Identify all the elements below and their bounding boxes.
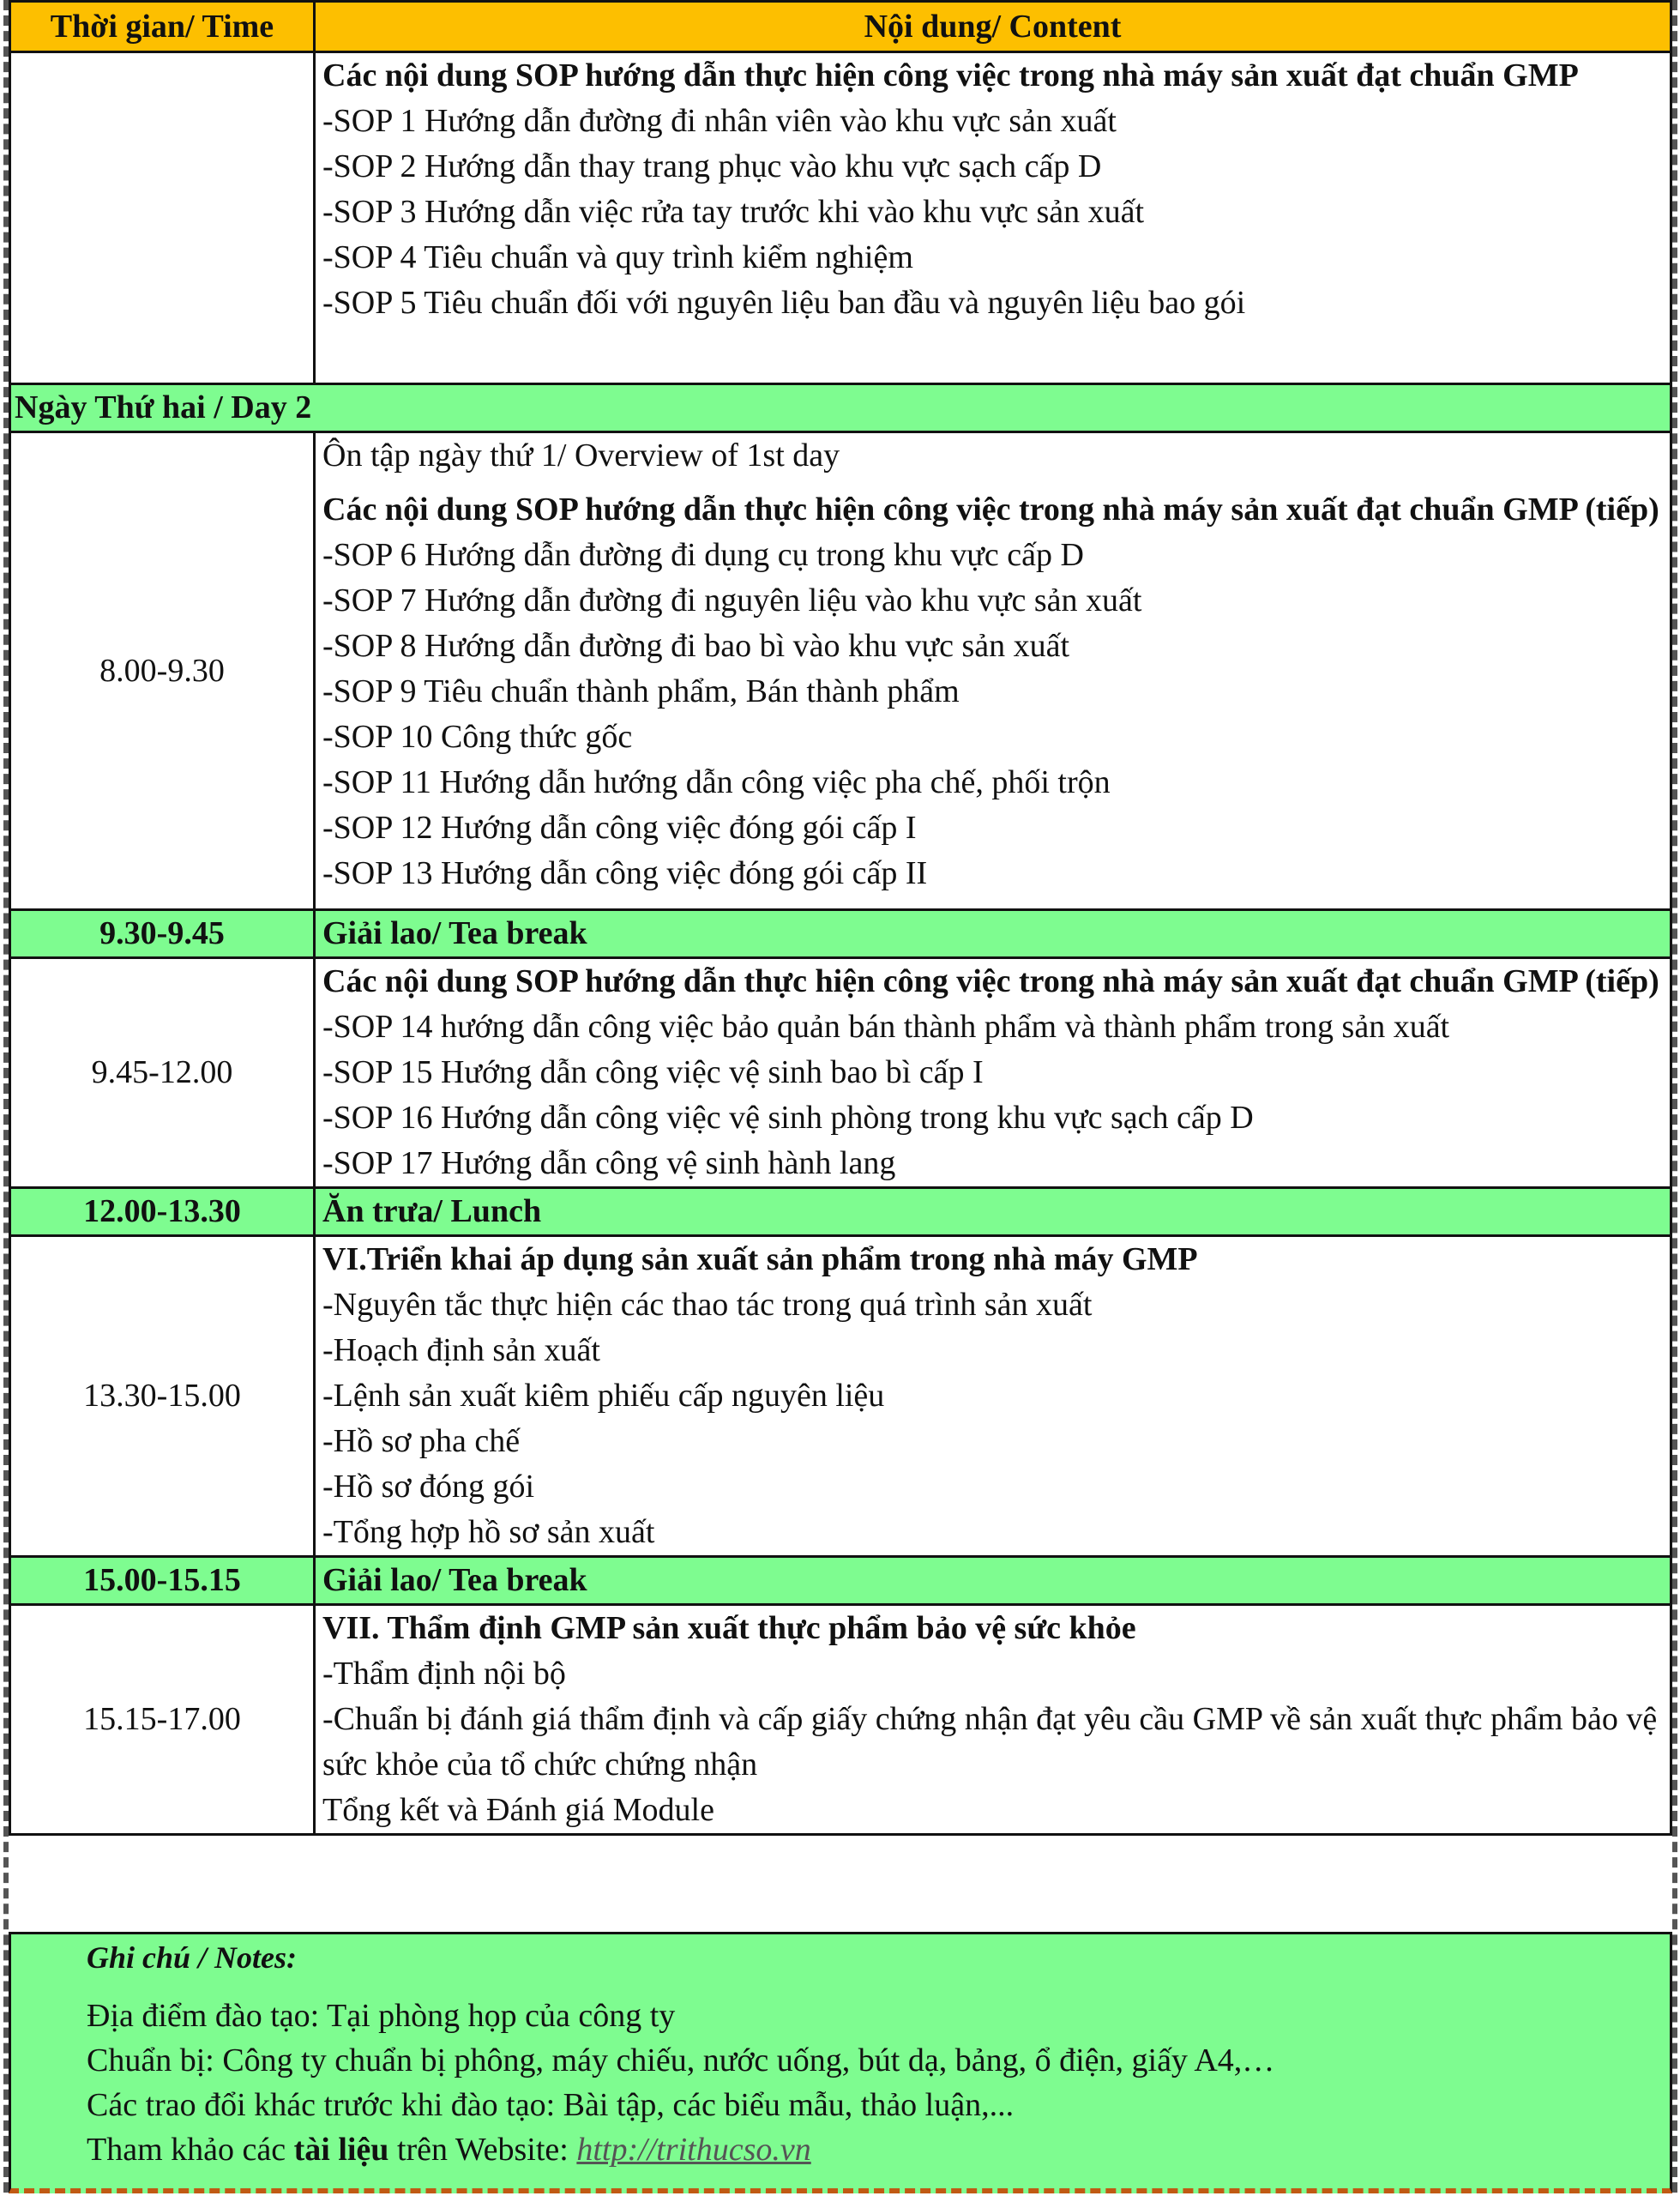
list-item: -Chuẩn bị đánh giá thẩm định và cấp giấy chứng nhận đạt yêu cầu GMP về sản xuất thực phẩm bảo vệ sức khỏe của tổ chức chứng nhận <box>322 1701 1658 1783</box>
list-item: -SOP 11 Hướng dẫn hướng dẫn công việc pha chế, phối trộn <box>322 764 1111 800</box>
table-row <box>10 958 1671 1188</box>
time-cell: 15.15-17.00 <box>10 1605 315 1835</box>
notes-ref-prefix: Tham khảo các <box>87 2132 294 2168</box>
time-cell-empty <box>10 52 315 384</box>
notes-prepare: Chuẩn bị: Công ty chuẩn bị phông, máy chiếu, nước uống, bút dạ, bảng, ổ điện, giấy A4,… <box>87 2042 1275 2078</box>
notes-box <box>9 1932 1672 2193</box>
notes-ref-mid: trên Website: <box>388 2132 577 2168</box>
day-row <box>10 384 1671 432</box>
content-cell <box>315 958 1671 1188</box>
content-cell <box>315 1236 1671 1557</box>
table-header <box>10 2 1671 52</box>
list-item: -Hồ sơ đóng gói <box>322 1469 535 1505</box>
notes-reference <box>87 2128 811 2171</box>
time-cell: 9.45-12.00 <box>10 958 315 1188</box>
list-item: -SOP 5 Tiêu chuẩn đối với nguyên liệu ban đầu và nguyên liệu bao gói <box>322 285 1246 321</box>
list-item: -Hồ sơ pha chế <box>322 1423 521 1459</box>
list-item: -SOP 15 Hướng dẫn công việc vệ sinh bao bì cấp I <box>322 1054 984 1090</box>
day-label: Ngày Thứ hai / Day 2 <box>10 384 1671 432</box>
table-row <box>10 1605 1671 1835</box>
break-label: Giải lao/ Tea break <box>315 910 1671 958</box>
list-item: -SOP 10 Công thức gốc <box>322 719 633 755</box>
list-item: -SOP 3 Hướng dẫn việc rửa tay trước khi vào khu vực sản xuất <box>322 194 1145 230</box>
header-content: Nội dung/ Content <box>315 2 1671 52</box>
time-cell: 8.00-9.30 <box>10 432 315 910</box>
content-cell <box>315 432 1671 910</box>
time-cell: 12.00-13.30 <box>10 1188 315 1236</box>
website-link[interactable]: http://trithucso.vn <box>576 2132 811 2168</box>
section-title: Các nội dung SOP hướng dẫn thực hiện công việc trong nhà máy sản xuất đạt chuẩn GMP <box>322 57 1579 94</box>
content-cell <box>315 1605 1671 1835</box>
time-cell: 13.30-15.00 <box>10 1236 315 1557</box>
schedule-table <box>9 0 1672 1836</box>
list-item: -SOP 2 Hướng dẫn thay trang phục vào khu vực sạch cấp D <box>322 148 1102 184</box>
list-item: -SOP 8 Hướng dẫn đường đi bao bì vào khu vực sản xuất <box>322 628 1070 664</box>
overview-line: Ôn tập ngày thứ 1/ Overview of 1st day <box>322 437 840 474</box>
notes-ref-bold: tài liệu <box>293 2132 389 2168</box>
list-item: -Nguyên tắc thực hiện các thao tác trong quá trình sản xuất <box>322 1287 1093 1323</box>
list-item: -SOP 12 Hướng dẫn công việc đóng gói cấp I <box>322 810 917 846</box>
dashed-frame-right <box>1672 0 1677 2193</box>
notes-other: Các trao đổi khác trước khi đào tạo: Bài tập, các biểu mẫu, thảo luận,... <box>87 2087 1015 2123</box>
list-item: -SOP 13 Hướng dẫn công việc đóng gói cấp II <box>322 855 928 891</box>
list-item: -Hoạch định sản xuất <box>322 1332 600 1368</box>
table-row <box>10 52 1671 384</box>
section-title: VII. Thẩm định GMP sản xuất thực phẩm bảo vệ sức khỏe <box>322 1610 1136 1646</box>
time-cell: 9.30-9.45 <box>10 910 315 958</box>
break-row <box>10 910 1671 958</box>
list-item: -Lệnh sản xuất kiêm phiếu cấp nguyên liệu <box>322 1378 885 1414</box>
list-item: -SOP 1 Hướng dẫn đường đi nhân viên vào khu vực sản xuất <box>322 103 1117 139</box>
section-title: VI.Triển khai áp dụng sản xuất sản phẩm trong nhà máy GMP <box>322 1241 1198 1277</box>
list-item: -SOP 9 Tiêu chuẩn thành phẩm, Bán thành phẩm <box>322 673 960 709</box>
list-item: -SOP 17 Hướng dẫn công vệ sinh hành lang <box>322 1145 896 1181</box>
table-row <box>10 1236 1671 1557</box>
list-item: -SOP 7 Hướng dẫn đường đi nguyên liệu vào khu vực sản xuất <box>322 582 1142 618</box>
list-item: -SOP 14 hướng dẫn công việc bảo quản bán thành phẩm và thành phẩm trong sản xuất <box>322 1009 1450 1045</box>
time-cell: 15.00-15.15 <box>10 1557 315 1605</box>
header-time: Thời gian/ Time <box>10 2 315 52</box>
list-item: -SOP 6 Hướng dẫn đường đi dụng cụ trong khu vực cấp D <box>322 537 1084 573</box>
list-item: -Tổng hợp hồ sơ sản xuất <box>322 1514 655 1550</box>
list-item: Tổng kết và Đánh giá Module <box>322 1792 714 1828</box>
list-item: -SOP 4 Tiêu chuẩn và quy trình kiểm nghiệm <box>322 239 913 275</box>
list-item: -Thẩm định nội bộ <box>322 1656 566 1692</box>
lunch-row <box>10 1188 1671 1236</box>
notes-title: Ghi chú / Notes: <box>87 1940 298 1975</box>
break-label: Giải lao/ Tea break <box>315 1557 1671 1605</box>
break-row <box>10 1557 1671 1605</box>
list-item: -SOP 16 Hướng dẫn công việc vệ sinh phòng trong khu vực sạch cấp D <box>322 1100 1254 1136</box>
content-cell <box>315 52 1671 384</box>
section-title: Các nội dung SOP hướng dẫn thực hiện công việc trong nhà máy sản xuất đạt chuẩn GMP (tiếp) <box>322 963 1659 999</box>
lunch-label: Ăn trưa/ Lunch <box>315 1188 1671 1236</box>
notes-location: Địa điểm đào tạo: Tại phòng họp của công ty <box>87 1998 676 2034</box>
section-title: Các nội dung SOP hướng dẫn thực hiện công việc trong nhà máy sản xuất đạt chuẩn GMP (tiếp) <box>322 492 1659 528</box>
table-row <box>10 432 1671 910</box>
